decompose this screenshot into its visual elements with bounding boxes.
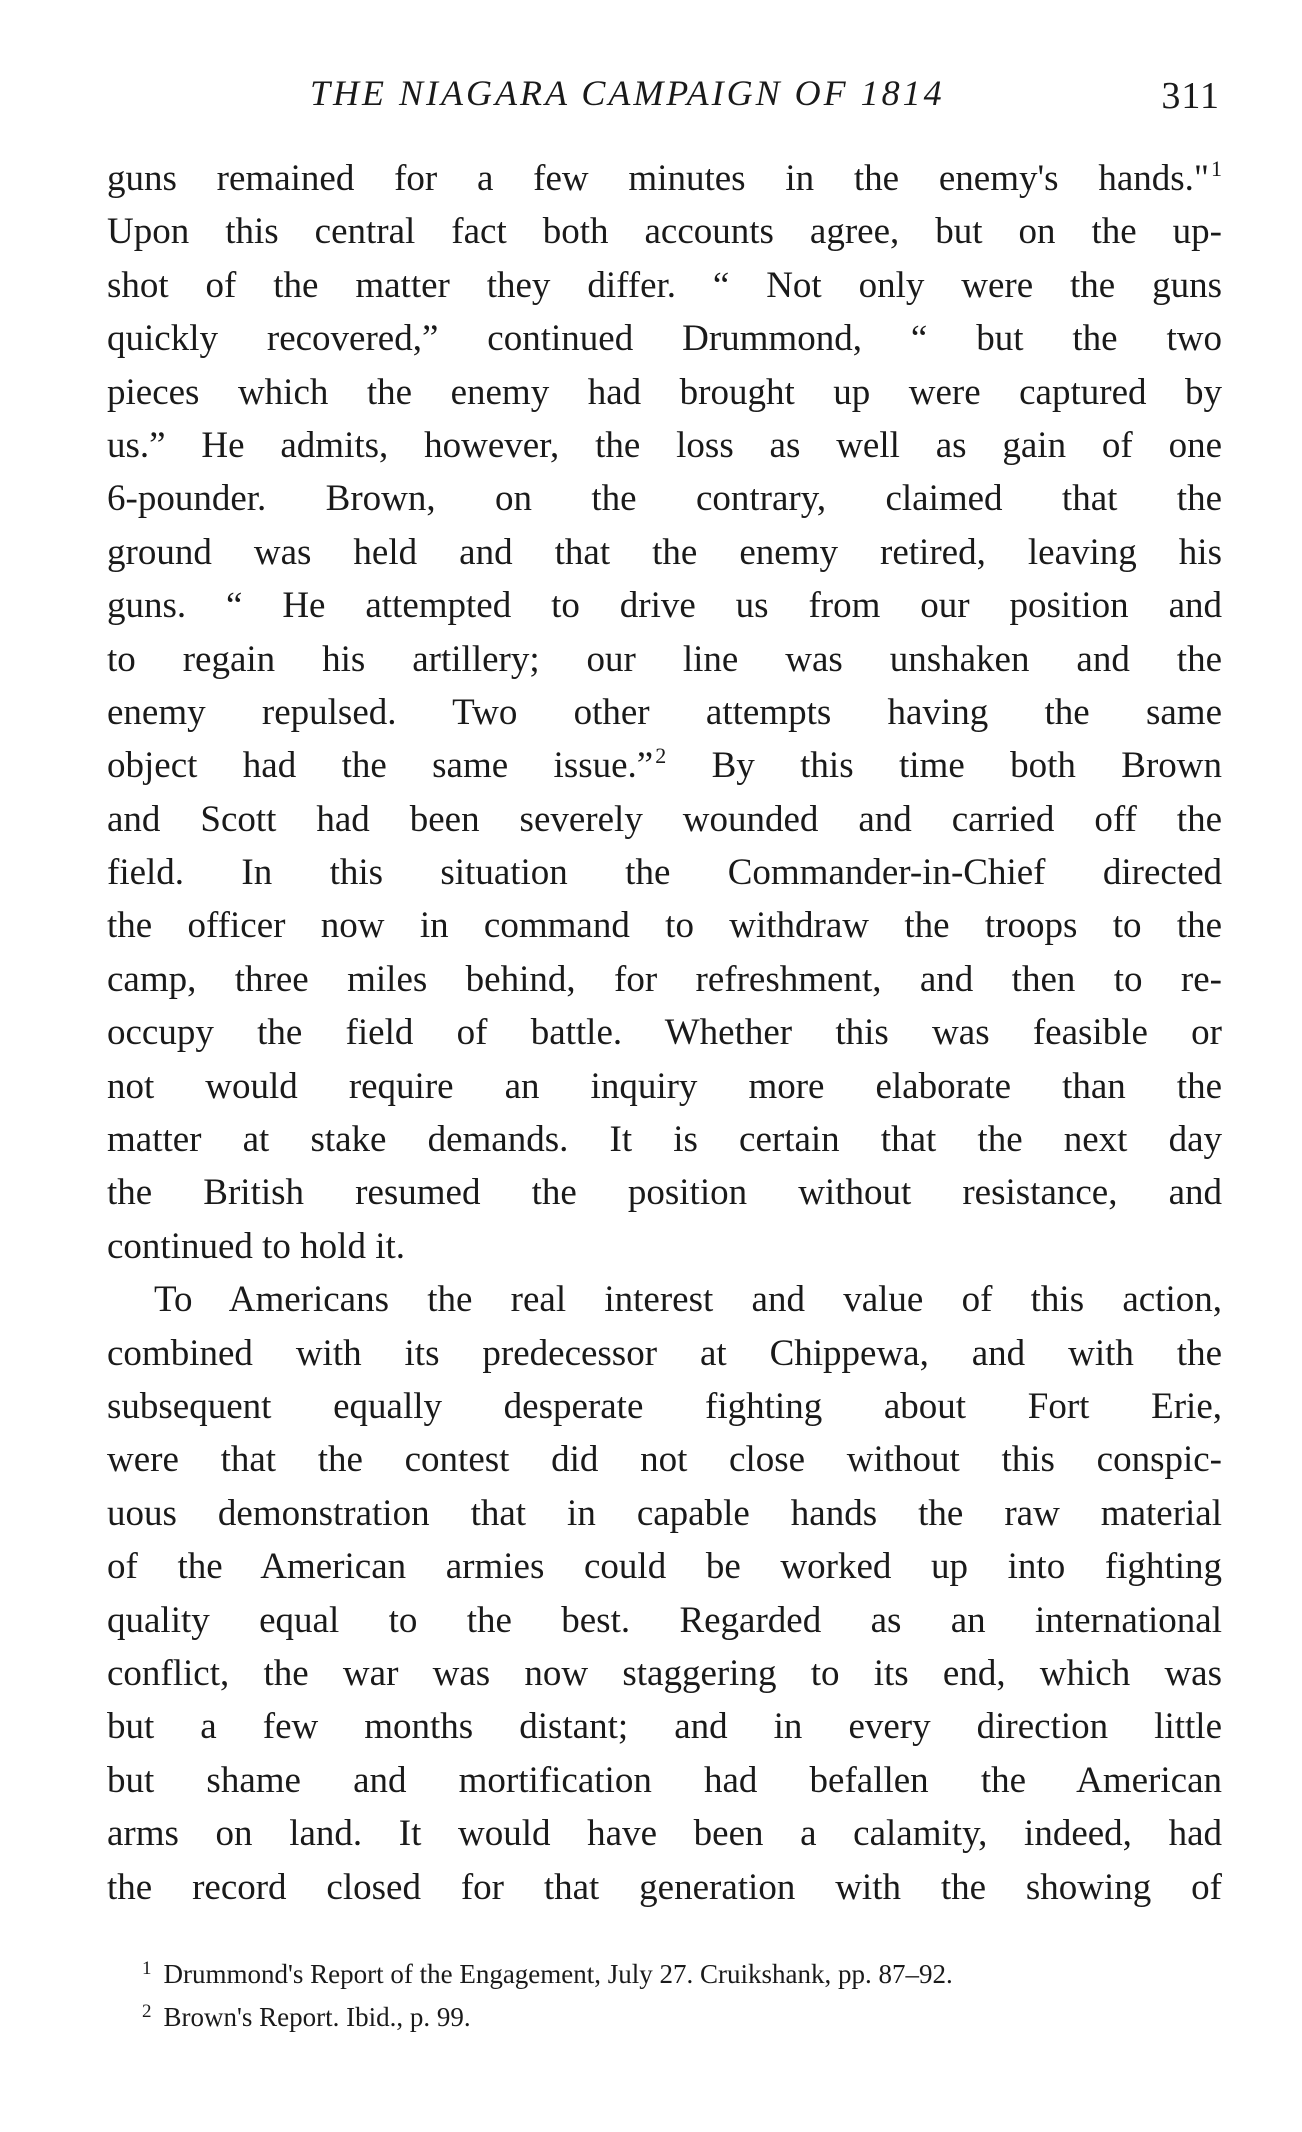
text-line: to regain his artillery; our line was unshaken and the bbox=[107, 638, 1222, 680]
text-line: but shame and mortification had befallen the American bbox=[107, 1759, 1222, 1801]
text-line: object had the same issue.”$^2$ By this time both Brown bbox=[107, 743, 1222, 787]
text-line: pieces which the enemy had brought up were captured by bbox=[107, 371, 1222, 413]
text-line: guns remained for a few minutes in the enemy's hands."$^1$ bbox=[107, 156, 1222, 199]
text-line: uous demonstration that in capable hands the raw material bbox=[107, 1492, 1222, 1534]
footnote-text: Brown's Report. Ibid., p. 99. bbox=[163, 2002, 471, 2032]
text-line: and Scott had been severely wounded and carried off the bbox=[107, 798, 1222, 840]
text-line: conflict, the war was now staggering to its end, which was bbox=[107, 1652, 1222, 1694]
body-text bbox=[107, 152, 1222, 1914]
text-line: continued to hold it. bbox=[107, 1225, 406, 1267]
running-title: THE NIAGARA CAMPAIGN OF 1814 bbox=[310, 73, 945, 113]
page-number: 311 bbox=[1161, 75, 1220, 117]
text-line: enemy repulsed. Two other attempts having the same bbox=[107, 691, 1222, 733]
text-line: the British resumed the position without resistance, and bbox=[107, 1172, 1222, 1214]
text-line: guns. “ He attempted to drive us from our position and bbox=[107, 585, 1222, 627]
text-line: camp, three miles behind, for refreshment, and then to re- bbox=[107, 958, 1222, 1000]
footnote-mark: 2 bbox=[142, 2001, 152, 2022]
text-line: quickly recovered,” continued Drummond, “ but the two bbox=[107, 318, 1222, 360]
text-line: ground was held and that the enemy retired, leaving his bbox=[107, 531, 1222, 573]
footnote-text: Drummond's Report of the Engagement, July 27. Cruikshank, pp. 87–92. bbox=[163, 1959, 953, 1989]
text-line: not would require an inquiry more elaborate than the bbox=[107, 1065, 1222, 1107]
text-line: the officer now in command to withdraw the troops to the bbox=[107, 905, 1222, 947]
footnotes bbox=[142, 1950, 1222, 2036]
text-line: us.” He admits, however, the loss as well as gain of one bbox=[107, 424, 1222, 466]
footnote-2 bbox=[142, 1993, 1222, 2036]
text-line: shot of the matter they differ. “ Not only were the guns bbox=[107, 264, 1222, 306]
footnote-1 bbox=[142, 1950, 1222, 1993]
text-line: matter at stake demands. It is certain that the next day bbox=[107, 1119, 1222, 1161]
footnote-mark: 1 bbox=[142, 1958, 152, 1979]
text-line: subsequent equally desperate fighting about Fort Erie, bbox=[107, 1385, 1222, 1427]
text-line: combined with its predecessor at Chippewa, and with the bbox=[107, 1332, 1222, 1374]
text-line: the record closed for that generation with the showing of bbox=[107, 1866, 1222, 1908]
paragraph-2 bbox=[107, 1273, 1222, 1914]
text-line: 6-pounder. Brown, on the contrary, claimed that the bbox=[107, 478, 1222, 520]
text-line: arms on land. It would have been a calamity, indeed, had bbox=[107, 1813, 1222, 1855]
text-line: quality equal to the best. Regarded as an international bbox=[107, 1599, 1222, 1641]
text-line: field. In this situation the Commander-in-Chief directed bbox=[107, 852, 1222, 894]
running-head bbox=[0, 72, 1220, 122]
footnote-ref-1: 1 bbox=[1211, 156, 1222, 181]
footnote-ref-2: 2 bbox=[655, 743, 667, 769]
paragraph-1 bbox=[107, 152, 1222, 1273]
text-line: To Americans the real interest and value of this action, bbox=[154, 1279, 1222, 1321]
text-line: but a few months distant; and in every direction little bbox=[107, 1706, 1222, 1748]
text-line: were that the contest did not close without this conspic- bbox=[107, 1439, 1222, 1481]
text-line: occupy the field of battle. Whether this was feasible or bbox=[107, 1012, 1222, 1054]
text-line: of the American armies could be worked up into fighting bbox=[107, 1546, 1222, 1588]
text-line: Upon this central fact both accounts agree, but on the up- bbox=[107, 211, 1222, 253]
